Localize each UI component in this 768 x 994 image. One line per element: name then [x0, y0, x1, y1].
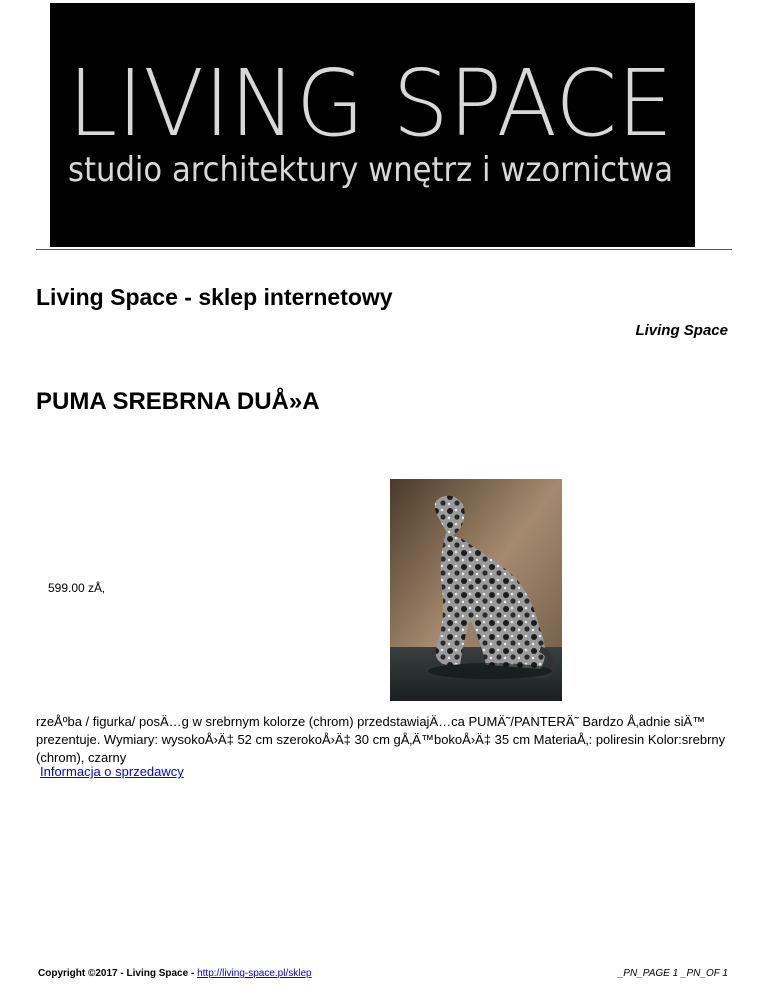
product-price: 599.00 zÅ‚	[48, 581, 105, 595]
logo-tagline	[68, 143, 678, 203]
svg-text:studio architektury wnętrz i w: studio architektury wnętrz i wzornictwa	[68, 150, 673, 190]
logo-wordmark	[68, 43, 678, 153]
header-divider	[36, 249, 732, 250]
copyright-text: Copyright ©2017 - Living Space -	[38, 968, 198, 979]
seller-info-link[interactable]: Informacja o sprzedawcy	[40, 764, 184, 779]
product-description	[36, 713, 736, 767]
logo-banner	[50, 3, 695, 247]
page-number: _PN_PAGE 1 _PN_OF 1	[617, 968, 728, 979]
svg-text:LIVING SPACE: LIVING SPACE	[68, 50, 673, 153]
product-description-text: rzeÅºba / figurka/ posÄ…g w srebrnym kolorze (chrom) przedstawiajÄ…ca PUMÄ˜/PANTERÄ˜ Bardzo Å‚adnie siÄ™ prezentuje. Wymiary: wysokoÅ›Ä‡ 52 cm szerokoÅ›Ä‡ 30 cm gÅ‚Ä™bokoÅ›Ä‡ 35 cm MateriaÅ‚: poliresin Kolor:srebrny (chrom), czarny	[36, 714, 726, 765]
site-brand: Living Space	[635, 322, 728, 339]
footer-shop-link[interactable]: http://living-space.pl/sklep	[197, 968, 312, 979]
site-title: Living Space - sklep internetowy	[36, 284, 393, 310]
product-title: PUMA SREBRNA DUÅ»A	[36, 388, 320, 415]
footer-copyright	[38, 968, 312, 979]
product-image	[390, 479, 562, 701]
